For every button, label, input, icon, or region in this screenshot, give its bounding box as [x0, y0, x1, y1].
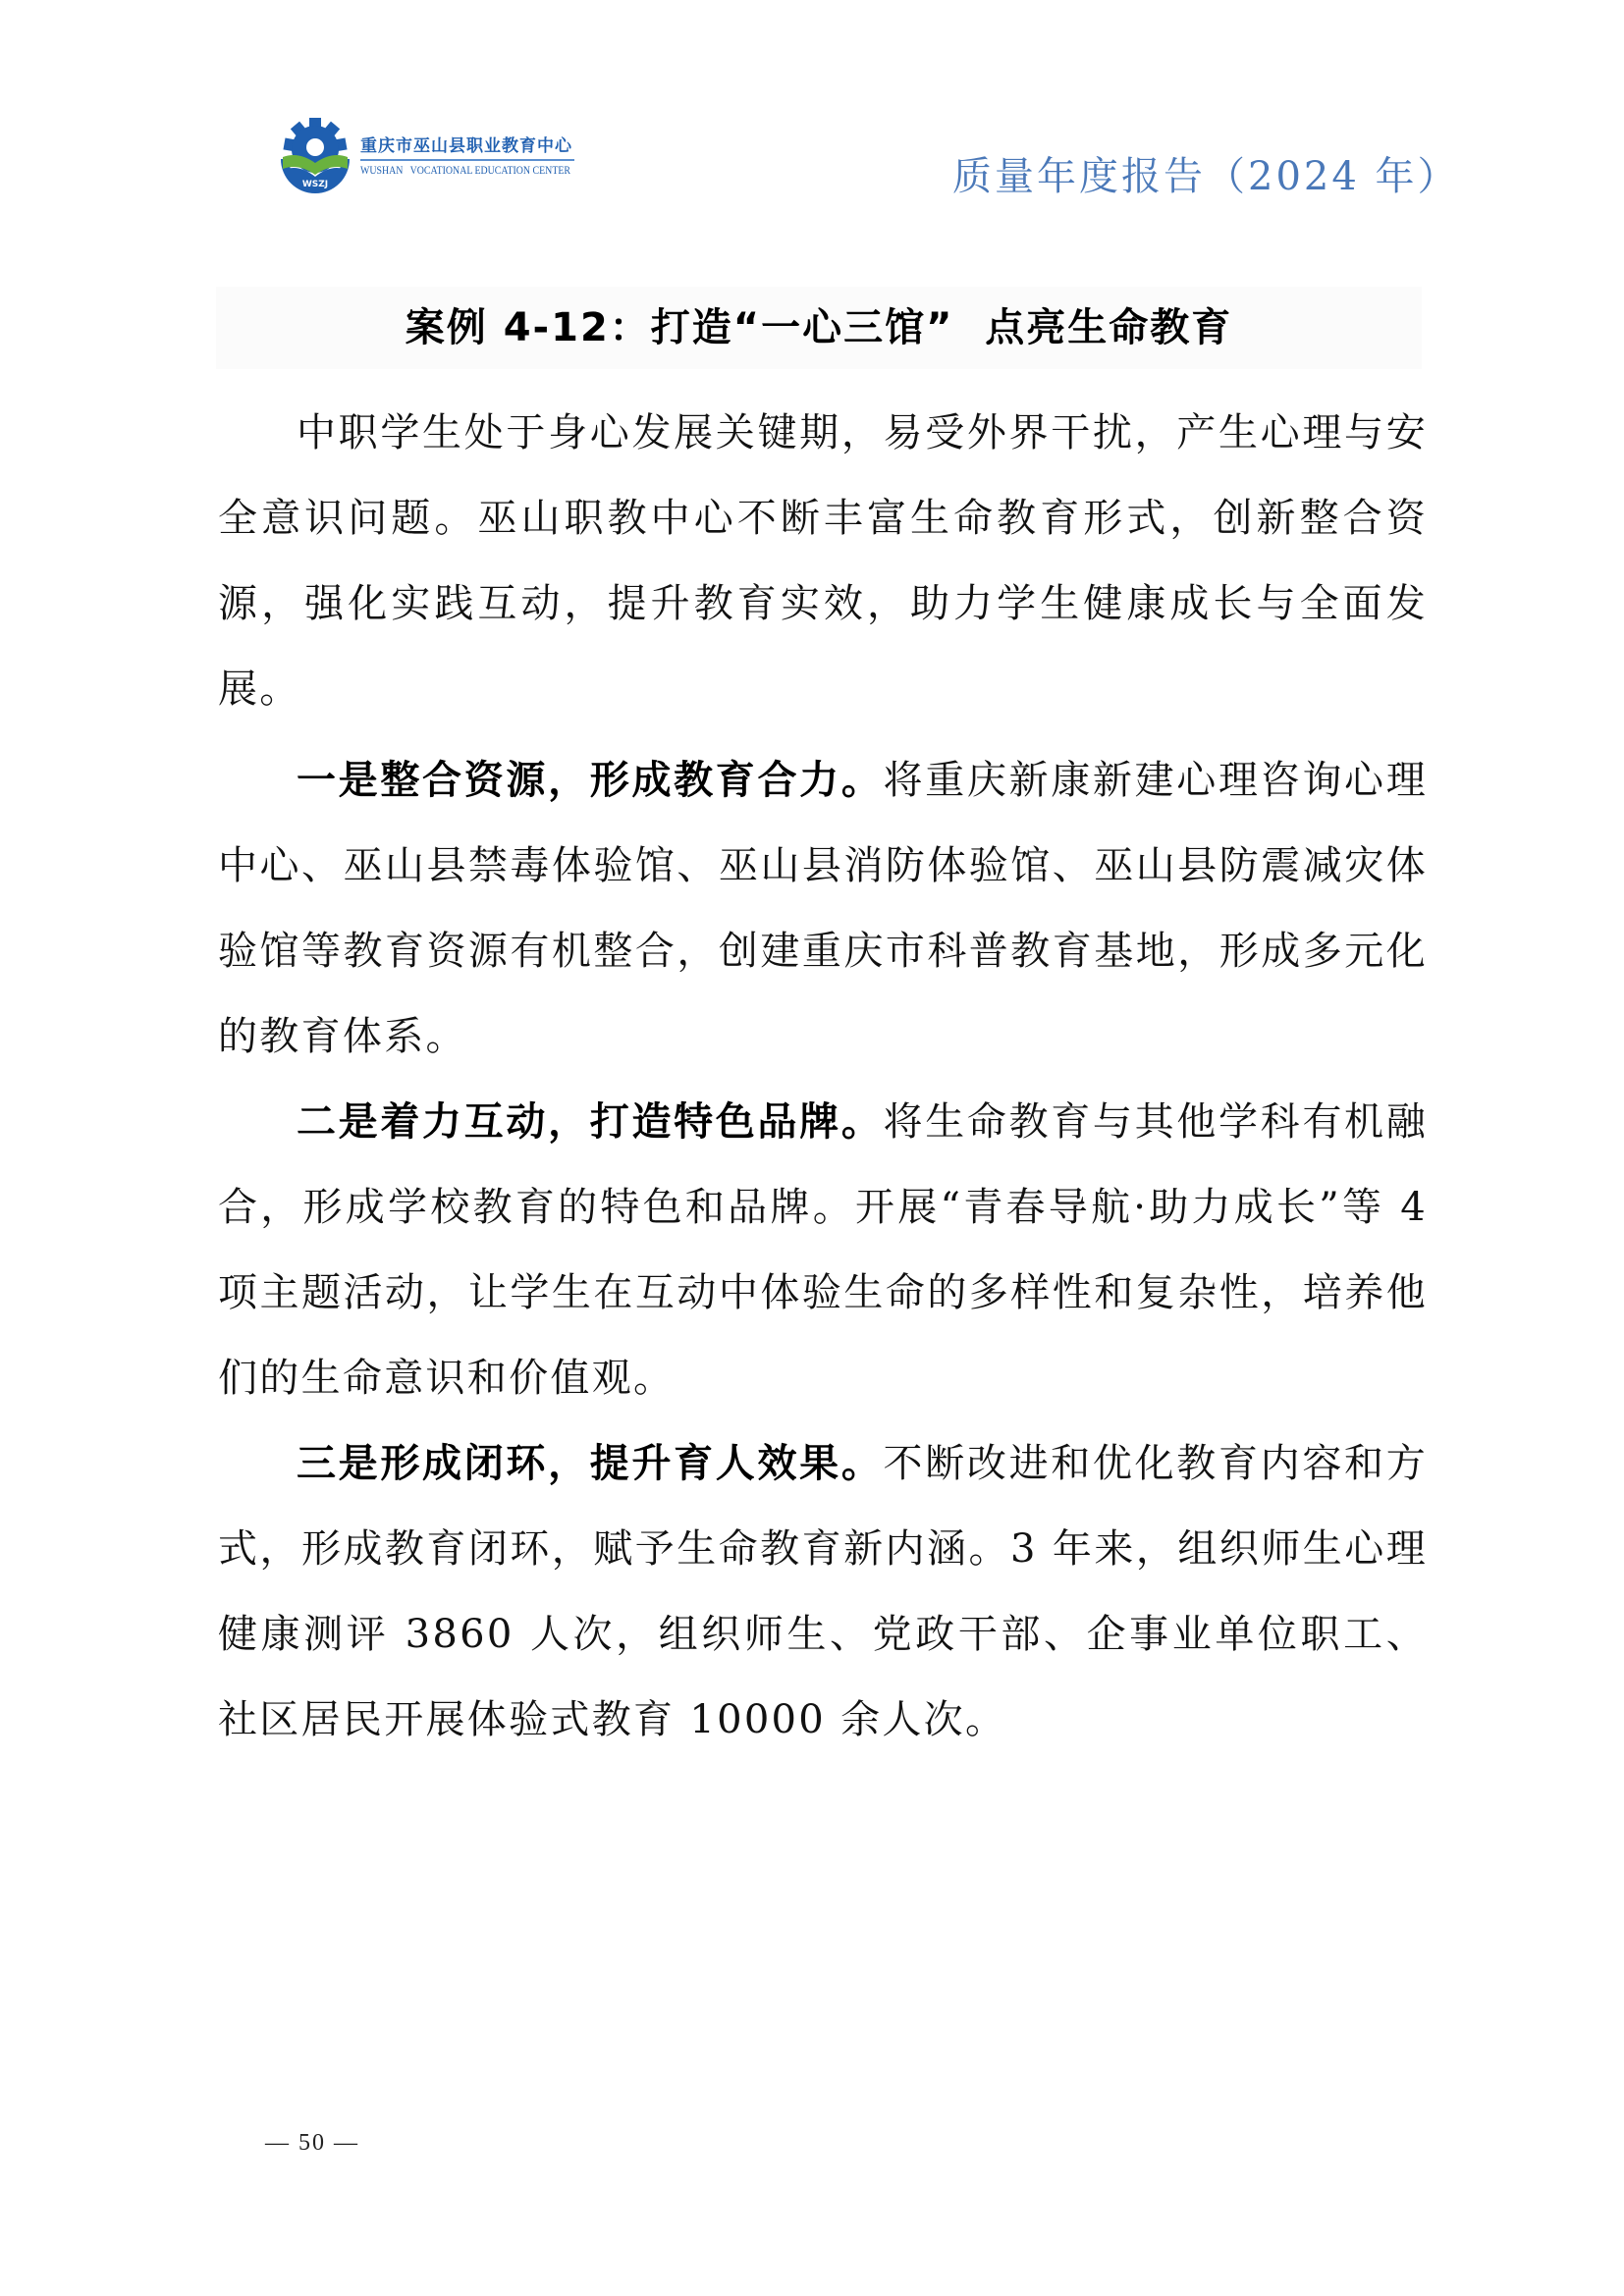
point-one-paragraph [218, 738, 1428, 1080]
paragraph-text: 将重庆新康新建心理咨询心理中心、巫山县禁毒体验馆、巫山县消防体验馆、巫山县防震减灾体验馆等教育资源有机整合，创建重庆市科普教育基地，形成多元化的教育体系。 [218, 758, 1428, 1059]
page-header [0, 0, 1624, 226]
point-two-paragraph [218, 1080, 1428, 1421]
paragraph-text: 中职学生处于身心发展关键期，易受外界干扰，产生心理与安全意识问题。巫山职教中心不断丰富生命教育形式，创新整合资源，强化实践互动，提升教育实效，助力学生健康成长与全面发展。 [218, 410, 1428, 712]
paragraph-lead: 一是整合资源，形成教育合力。 [297, 758, 884, 803]
case-title: 案例 4-12：打造“一心三馆” 点亮生命教育 [405, 305, 1233, 350]
gear-book-emblem-icon [273, 116, 357, 200]
org-name-block [360, 135, 581, 178]
intro-paragraph [218, 391, 1428, 732]
report-title: 质量年度报告（2024 年） [952, 154, 1460, 199]
org-name-chinese: 重庆市巫山县职业教育中心 [360, 136, 572, 156]
school-logo [273, 116, 357, 200]
document-body [218, 391, 1428, 1763]
paragraph-text: 不断改进和优化教育内容和方式，形成教育闭环，赋予生命教育新内涵。3 年来，组织师生心理健康测评 3860 人次，组织师生、党政干部、企事业单位职工、社区居民开展体验式教育 10000 余人次。 [218, 1441, 1428, 1742]
point-three-paragraph [218, 1421, 1428, 1763]
paragraph-text: 将生命教育与其他学科有机融合，形成学校教育的特色和品牌。开展“青春导航·助力成长”等 4 项主题活动，让学生在互动中体验生命的多样性和复杂性，培养他们的生命意识和价值观。 [218, 1099, 1428, 1401]
paragraph-lead: 三是形成闭环，提升育人效果。 [297, 1441, 884, 1486]
svg-text:WSZJ: WSZJ [301, 180, 329, 189]
paragraph-lead: 二是着力互动，打造特色品牌。 [297, 1099, 884, 1145]
org-name-divider [360, 159, 574, 161]
case-title-band [216, 287, 1422, 369]
page-number: — 50 — [265, 2130, 359, 2156]
org-name-english: WUSHAN VOCATIONAL EDUCATION CENTER [360, 165, 571, 177]
